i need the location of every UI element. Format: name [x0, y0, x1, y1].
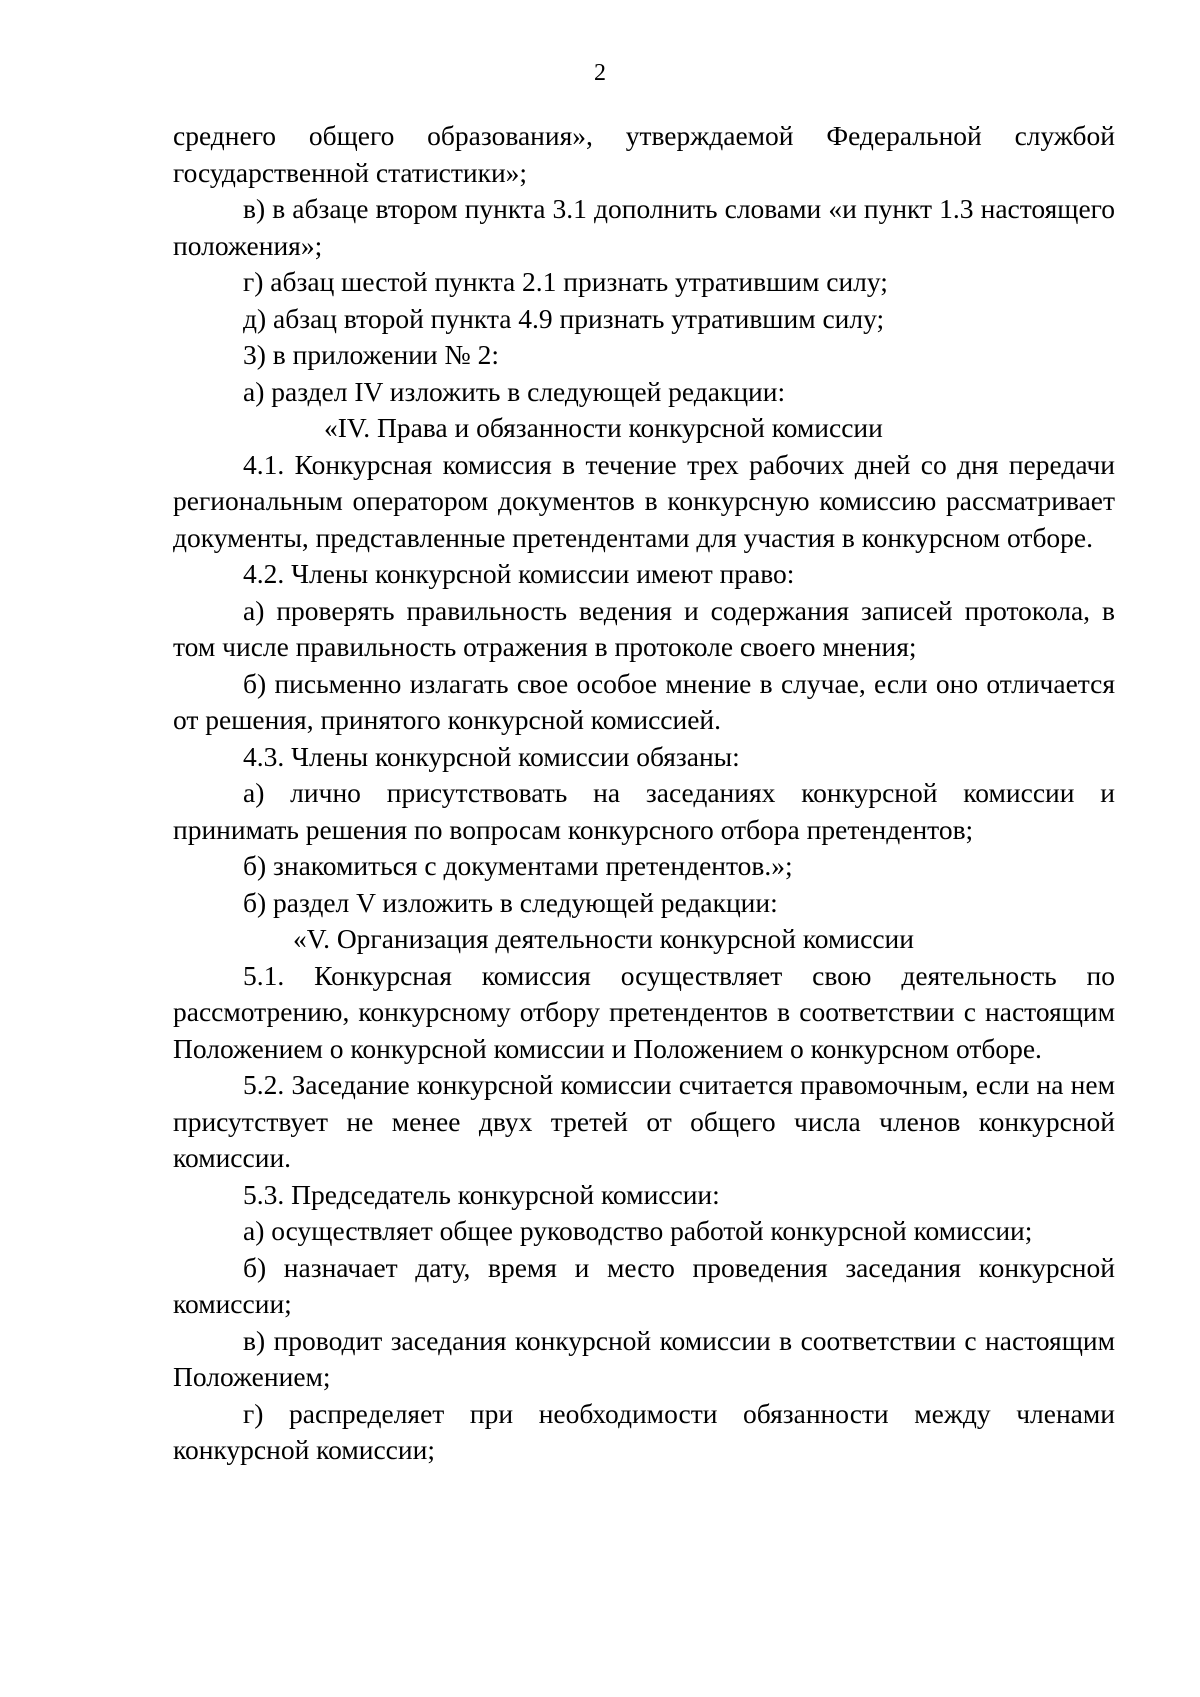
paragraph-4-1: 4.1. Конкурсная комиссия в течение трех рабочих дней со дня передачи региональным оператором документов в конкурсную комиссию рассматривает документы, представленные претендентами для участия в конкурсном отборе. — [173, 448, 1115, 553]
page-number: 2 — [594, 60, 606, 86]
paragraph-item-v: в) в абзаце втором пункта 3.1 дополнить словами «и пункт 1.3 настоящего положения»; — [173, 193, 1115, 261]
paragraph-5-3: 5.3. Председатель конкурсной комиссии: — [243, 1178, 720, 1210]
paragraph-4-2-b: б) письменно излагать свое особое мнение в случае, если оно отличается от решения, принятого конкурсной комиссией. — [173, 667, 1115, 735]
paragraph-4-3-a: а) лично присутствовать на заседаниях конкурсной комиссии и принимать решения по вопросам конкурсного отбора претендентов; — [173, 777, 1115, 845]
paragraph-item-b-section-v: б) раздел V изложить в следующей редакции: — [243, 886, 778, 918]
paragraph-5-3-g: г) распределяет при необходимости обязанности между членами конкурсной комиссии; — [173, 1397, 1115, 1465]
paragraph-continuation: среднего общего образования», утверждаемой Федеральной службой государственной статистики»; — [173, 120, 1115, 188]
paragraph-5-3-b: б) назначает дату, время и место проведения заседания конкурсной комиссии; — [173, 1251, 1115, 1319]
paragraph-5-2: 5.2. Заседание конкурсной комиссии считается правомочным, если на нем присутствует не менее двух третей от общего числа членов конкурсной комиссии. — [173, 1069, 1115, 1173]
section-heading-v: «V. Организация деятельности конкурсной комиссии — [293, 923, 914, 954]
document-body — [173, 118, 1115, 1469]
paragraph-4-3: 4.3. Члены конкурсной комиссии обязаны: — [243, 740, 740, 772]
paragraph-item-a-section-iv: а) раздел IV изложить в следующей редакции: — [243, 375, 786, 407]
paragraph-item-d: д) абзац второй пункта 4.9 признать утратившим силу; — [243, 302, 885, 334]
paragraph-4-2-a: а) проверять правильность ведения и содержания записей протокола, в том числе правильность отражения в протоколе своего мнения; — [173, 594, 1115, 662]
paragraph-item-g: г) абзац шестой пункта 2.1 признать утратившим силу; — [243, 266, 888, 297]
section-heading-iv: «IV. Права и обязанности конкурсной комиссии — [324, 412, 883, 443]
paragraph-item-3: 3) в приложении № 2: — [243, 339, 499, 370]
paragraph-5-3-a: а) осуществляет общее руководство работой конкурсной комиссии; — [243, 1215, 1033, 1246]
paragraph-4-2: 4.2. Члены конкурсной комиссии имеют право: — [243, 558, 795, 589]
paragraph-5-3-v: в) проводит заседания конкурсной комиссии в соответствии с настоящим Положением; — [173, 1324, 1115, 1392]
paragraph-5-1: 5.1. Конкурсная комиссия осуществляет свою деятельность по рассмотрению, конкурсному отбору претендентов в соответствии с настоящим Положением о конкурсной комиссии и Положением о конкурсном отборе. — [173, 959, 1115, 1064]
paragraph-4-3-b: б) знакомиться с документами претендентов.»; — [243, 850, 793, 881]
